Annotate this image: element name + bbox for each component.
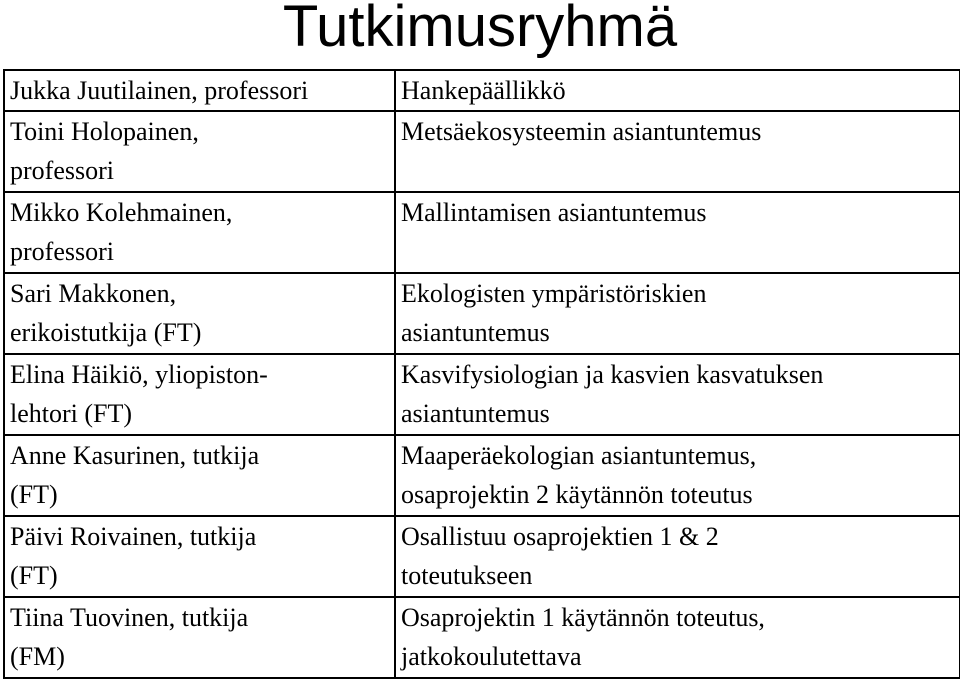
- member-role-cell: [395, 597, 960, 678]
- member-name: Päivi Roivainen, tutkija (FT): [10, 522, 257, 590]
- member-role: Ekologisten ympäristöriskien asiantuntemus: [401, 279, 707, 347]
- member-role: Mallintamisen asiantuntemus: [401, 198, 707, 227]
- member-name: Toini Holopainen, professori: [10, 117, 199, 185]
- member-role: Osallistuu osaprojektien 1 & 2 toteutukseen: [401, 522, 719, 590]
- member-role-cell: [395, 273, 960, 354]
- table-row: [4, 516, 960, 597]
- member-role-cell: [395, 516, 960, 597]
- member-role: Kasvifysiologian ja kasvien kasvatuksen asiantuntemus: [401, 360, 824, 428]
- member-role: Maaperäekologian asiantuntemus, osaprojektin 2 käytännön toteutus: [401, 441, 757, 509]
- table-row: [4, 435, 960, 516]
- member-name-cell: [4, 111, 395, 192]
- table-row: [4, 354, 960, 435]
- member-role: Hankepäällikkö: [401, 76, 566, 105]
- member-name-cell: [4, 354, 395, 435]
- member-role-cell: [395, 192, 960, 273]
- table-row: [4, 597, 960, 678]
- member-name: Jukka Juutilainen, professori: [10, 76, 309, 105]
- member-name-cell: [4, 516, 395, 597]
- table-row: [4, 70, 960, 111]
- member-name-cell: [4, 435, 395, 516]
- member-name: Sari Makkonen, erikoistutkija (FT): [10, 279, 202, 347]
- table-row: [4, 273, 960, 354]
- page-title: Tutkimusryhmä: [282, 0, 678, 59]
- table-row: [4, 192, 960, 273]
- member-role-cell: [395, 435, 960, 516]
- member-role-cell: [395, 70, 960, 111]
- member-role-cell: [395, 354, 960, 435]
- member-name-cell: [4, 273, 395, 354]
- member-name-cell: [4, 70, 395, 111]
- member-role-cell: [395, 111, 960, 192]
- member-name: Mikko Kolehmainen, professori: [10, 198, 233, 266]
- member-name: Elina Häikiö, yliopiston- lehtori (FT): [10, 360, 268, 428]
- member-name: Anne Kasurinen, tutkija (FT): [10, 441, 260, 509]
- member-role: Metsäekosysteemin asiantuntemus: [401, 117, 762, 146]
- member-name-cell: [4, 597, 395, 678]
- member-name: Tiina Tuovinen, tutkija (FM): [10, 603, 249, 671]
- member-name-cell: [4, 192, 395, 273]
- research-team-table: [3, 69, 960, 679]
- table-row: [4, 111, 960, 192]
- member-role: Osaprojektin 1 käytännön toteutus, jatkokoulutettava: [401, 603, 765, 671]
